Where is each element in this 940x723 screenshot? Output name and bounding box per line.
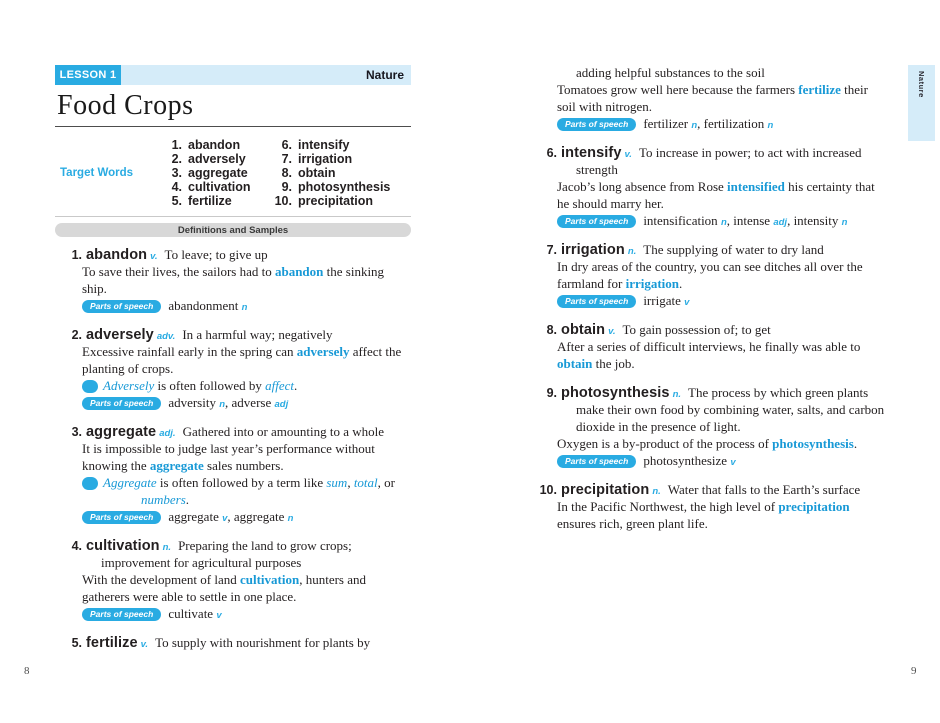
parts-of-speech-text: photosynthesize v: [643, 453, 736, 468]
pos-tag: adj.: [159, 428, 176, 439]
pos-tag: n.: [162, 542, 172, 553]
target-words-label: Target Words: [60, 167, 134, 179]
target-word-item: [270, 152, 411, 166]
parts-of-speech-row: [557, 115, 886, 132]
side-tab-label: Nature: [917, 71, 926, 98]
entry-heading: [540, 321, 886, 338]
target-words-column-1: [160, 138, 270, 208]
entry-abandon: [65, 246, 411, 314]
entry-heading: [540, 144, 886, 178]
example-sentence: Excessive rainfall early in the spring can adversely affect the planting of crops.: [82, 344, 402, 376]
page-number-right: 9: [911, 665, 917, 677]
parts-of-speech-pill: Parts of speech: [82, 511, 161, 525]
usage-tips-row: [31, 474, 411, 508]
entry-heading: [540, 241, 886, 258]
example-sentence: Jacob’s long absence from Rose intensified his certainty that he should marry her.: [557, 179, 875, 211]
target-word-label: photosynthesis: [298, 180, 391, 194]
example-sentence: It is impossible to judge last year’s performance without knowing the aggregate sales numbers.: [82, 441, 375, 473]
headword: irrigation: [561, 242, 625, 258]
title-divider: [55, 126, 411, 127]
target-word-label: aggregate: [188, 166, 248, 180]
target-word-number: 10.: [274, 194, 292, 208]
entry-number: 7.: [546, 243, 557, 257]
parts-of-speech-pill: Parts of speech: [557, 215, 636, 229]
page-title: Food Crops: [57, 90, 194, 121]
entry-precipitation: [540, 481, 886, 532]
definition-text: To gain possession of; to get: [622, 322, 771, 337]
definition-text: Gathered into or amounting to a whole: [182, 424, 385, 439]
definition-text: In a harmful way; negatively: [182, 327, 333, 342]
target-word-label: intensify: [298, 138, 350, 152]
entry-fertilize-continued: [540, 65, 886, 132]
entry-number: 6.: [546, 146, 557, 160]
pos-tag: n.: [672, 389, 682, 400]
entry-number: 2.: [71, 328, 82, 342]
definition-text: Water that falls to the Earth’s surface: [667, 482, 861, 497]
definition-text: To increase in power; to act with increased strength: [576, 145, 862, 177]
entry-number: 9.: [546, 386, 557, 400]
headword: adversely: [86, 327, 154, 343]
usage-tips-pill: Usage tips: [82, 477, 98, 491]
definition-text: The process by which green plants make their own food by combining water, salts, and carbon dioxide in the presence of light.: [576, 385, 885, 434]
target-word-label: irrigation: [298, 152, 353, 166]
parts-of-speech-text: cultivate v: [168, 606, 222, 621]
entry-photosynthesis: [540, 384, 886, 469]
example-sentence: In the Pacific Northwest, the high level of precipitation ensures rich, green plant life.: [557, 499, 850, 531]
chapter-side-tab: [908, 65, 935, 141]
definition-continuation: adding helpful substances to the soil: [576, 65, 765, 80]
pos-tag: n.: [652, 486, 661, 497]
headword: photosynthesis: [561, 385, 670, 401]
target-words-column-2: [270, 138, 411, 208]
parts-of-speech-pill: Parts of speech: [557, 118, 636, 132]
pos-tag: v.: [150, 251, 158, 262]
target-word-item: [160, 194, 270, 208]
definition-text: Preparing the land to grow crops; improvement for agricultural purposes: [101, 538, 352, 570]
pos-tag: v.: [608, 326, 616, 337]
target-word-item: [270, 138, 411, 152]
entries-left: [31, 246, 411, 651]
entry-obtain: [540, 321, 886, 372]
target-words-block: [55, 136, 411, 217]
target-word-item: [160, 166, 270, 180]
parts-of-speech-row: [82, 508, 411, 525]
entry-heading: [540, 384, 886, 435]
target-word-item: [270, 166, 411, 180]
entry-number: 3.: [71, 425, 82, 439]
page-number-left: 8: [24, 665, 30, 677]
target-word-label: fertilize: [188, 194, 232, 208]
entry-number: 4.: [71, 539, 82, 553]
target-word-label: cultivation: [188, 180, 251, 194]
definition-text: The supplying of water to dry land: [643, 242, 824, 257]
headword: fertilize: [86, 635, 138, 651]
parts-of-speech-row: [557, 292, 886, 309]
parts-of-speech-row: [82, 297, 411, 314]
parts-of-speech-text: adversity n, adverse adj: [168, 395, 289, 410]
example-sentence: In dry areas of the country, you can see ditches all over the farmland for irrigation.: [557, 259, 863, 291]
entry-heading: [65, 246, 411, 263]
example-sentence: Tomatoes grow well here because the farmers fertilize their soil with nitrogen.: [557, 82, 868, 114]
parts-of-speech-pill: Parts of speech: [557, 295, 636, 309]
entry-irrigation: [540, 241, 886, 309]
definitions-samples-bar: Definitions and Samples: [55, 223, 411, 237]
target-word-number: 4.: [171, 180, 182, 194]
usage-tips-pill: Usage tips: [82, 380, 98, 394]
target-word-item: [160, 180, 270, 194]
target-word-label: adversely: [188, 152, 246, 166]
definition-text: To supply with nourishment for plants by: [155, 635, 371, 650]
parts-of-speech-text: intensification n, intense adj, intensity n: [643, 213, 848, 228]
lesson-header-bar: [55, 65, 411, 85]
example-sentence: Oxygen is a by-product of the process of photosynthesis.: [557, 436, 858, 451]
entry-aggregate: [31, 423, 411, 525]
parts-of-speech-row: [557, 212, 886, 229]
target-word-item: [270, 194, 411, 208]
pos-tag: v.: [140, 639, 149, 650]
headword: obtain: [561, 322, 606, 338]
parts-of-speech-row: [82, 605, 411, 622]
parts-of-speech-text: aggregate v, aggregate n: [168, 509, 294, 524]
definition-text: To leave; to give up: [164, 247, 268, 262]
lesson-badge: LESSON 1: [55, 65, 121, 85]
usage-tips-text: Adversely is often followed by affect.: [103, 378, 298, 393]
target-word-label: abandon: [188, 138, 241, 152]
lesson-topic: Nature: [121, 65, 411, 85]
parts-of-speech-text: fertilizer n, fertilization n: [643, 116, 774, 131]
target-word-item: [270, 180, 411, 194]
example-sentence: To save their lives, the sailors had to abandon the sinking ship.: [82, 264, 385, 296]
entry-number: 10.: [539, 483, 557, 497]
target-word-number: 7.: [281, 152, 292, 166]
target-word-item: [160, 152, 270, 166]
entry-number: 5.: [71, 636, 82, 650]
left-page: [31, 65, 411, 663]
usage-tips-row: [31, 377, 411, 394]
target-word-label: obtain: [298, 166, 336, 180]
entry-heading: [65, 423, 411, 440]
pos-tag: n.: [627, 246, 637, 257]
target-word-number: 2.: [171, 152, 182, 166]
entry-heading: [65, 537, 411, 571]
entry-adversely: [31, 326, 411, 411]
parts-of-speech-text: irrigate v: [643, 293, 690, 308]
target-word-number: 9.: [281, 180, 292, 194]
parts-of-speech-text: abandonment n: [168, 298, 248, 313]
parts-of-speech-pill: Parts of speech: [82, 608, 161, 622]
parts-of-speech-pill: Parts of speech: [82, 397, 161, 411]
entry-intensify: [540, 144, 886, 229]
target-word-number: 3.: [171, 166, 182, 180]
usage-tips-text: Aggregate is often followed by a term like sum, total, or numbers.: [103, 475, 395, 507]
entry-number: 8.: [546, 323, 557, 337]
entry-heading: [65, 326, 411, 343]
example-sentence: With the development of land cultivation, hunters and gatherers were able to settle in one place.: [82, 572, 366, 604]
target-word-item: [160, 138, 270, 152]
headword: aggregate: [86, 424, 157, 440]
target-word-number: 6.: [281, 138, 292, 152]
entry-cultivation: [65, 537, 411, 622]
target-word-number: 1.: [171, 138, 182, 152]
example-sentence: After a series of difficult interviews, he finally was able to obtain the job.: [557, 339, 861, 371]
entry-fertilize: [65, 634, 411, 651]
entry-heading: [65, 634, 411, 651]
headword: intensify: [561, 145, 622, 161]
pos-tag: adv.: [156, 331, 176, 342]
right-page: [540, 65, 886, 544]
parts-of-speech-pill: Parts of speech: [557, 455, 636, 469]
entry-heading: [540, 481, 886, 498]
parts-of-speech-pill: Parts of speech: [82, 300, 161, 314]
headword: precipitation: [561, 482, 650, 498]
entries-right: [540, 65, 886, 532]
target-word-number: 8.: [281, 166, 292, 180]
parts-of-speech-row: [557, 452, 886, 469]
entry-number: 1.: [71, 248, 82, 262]
headword: abandon: [86, 247, 148, 263]
target-word-number: 5.: [171, 194, 182, 208]
pos-tag: v.: [624, 149, 632, 160]
parts-of-speech-row: [82, 394, 411, 411]
target-word-label: precipitation: [298, 194, 374, 208]
headword: cultivation: [86, 538, 160, 554]
